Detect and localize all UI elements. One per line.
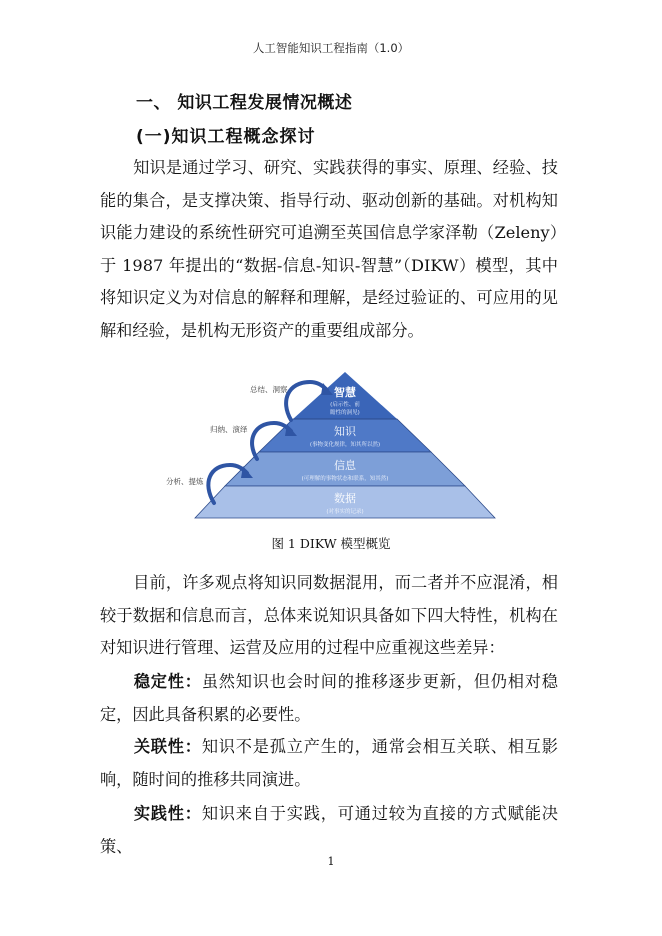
paragraph-text: 知识是通过学习、研究、实践获得的事实、原理、经验、技能的集合，是支撑决策、指导行动、驱动创新的基础。对机构知识能力建设的系统性研究可追溯至英国信息学家泽勒（Zeleny）于 1987 年提出的“数据-信息-知识-智慧”（DIKW）模型，其中将知识定义为对信息的解释和理解，是经过验证的、可应用的见解和经验，是机构无形资产的重要组成部分。 bbox=[100, 158, 558, 340]
layer-title-data: 数据 bbox=[334, 492, 356, 505]
paragraph-text: 知识来自于实践，可通过较为直接的方式赋能决策、 bbox=[100, 804, 558, 856]
layer-subtitle-wisdom: (启示性、前 bbox=[330, 402, 360, 408]
paragraph-knowledge-vs-data bbox=[100, 567, 558, 665]
layer-title-information: 信息 bbox=[334, 459, 356, 472]
arrow-label: 归纳、演绎 bbox=[210, 425, 248, 434]
page-number: 1 bbox=[327, 855, 335, 868]
arrow-label: 分析、提炼 bbox=[166, 477, 204, 486]
paragraph-practicality bbox=[100, 798, 558, 863]
layer-subtitle-information: (可理解的事物状态和联系，知其然) bbox=[301, 476, 389, 482]
section-heading: 一、 知识工程发展情况概述 bbox=[136, 93, 353, 113]
figure-caption: 图 1 DIKW 模型概览 bbox=[271, 536, 391, 551]
term-label: 稳定性： bbox=[133, 672, 202, 691]
paragraph-text: 虽然知识也会时间的推移逐步更新，但仍相对稳定，因此具备积累的必要性。 bbox=[100, 672, 558, 724]
layer-title-knowledge: 知识 bbox=[334, 425, 356, 438]
paragraph-knowledge-definition bbox=[100, 152, 558, 347]
paragraph-relevance bbox=[100, 731, 558, 796]
paragraph-stability bbox=[100, 666, 558, 731]
paragraph-text: 知识不是孤立产生的，通常会相互关联、相互影响，随时间的推移共同演进。 bbox=[100, 737, 558, 789]
layer-subtitle-wisdom: 瞻性的洞见) bbox=[330, 410, 360, 416]
layer-subtitle-data: (对事实的记录) bbox=[326, 509, 364, 515]
layer-title-wisdom: 智慧 bbox=[334, 386, 356, 399]
paragraph-text: 目前，许多观点将知识同数据混用，而二者并不应混淆，相较于数据和信息而言，总体来说知识具备如下四大特性，机构在对知识进行管理、运营及应用的过程中应重视这些差异： bbox=[100, 573, 558, 657]
layer-subtitle-knowledge: (事物变化规律，知其所以然) bbox=[309, 442, 381, 448]
arrow-label: 总结、洞察 bbox=[250, 385, 288, 394]
dikw-pyramid-figure bbox=[150, 365, 520, 527]
subsection-heading: (一)知识工程概念探讨 bbox=[136, 127, 316, 147]
term-label: 关联性： bbox=[133, 737, 202, 756]
page-header: 人工智能知识工程指南（1.0） bbox=[252, 41, 410, 55]
term-label: 实践性： bbox=[133, 804, 202, 823]
